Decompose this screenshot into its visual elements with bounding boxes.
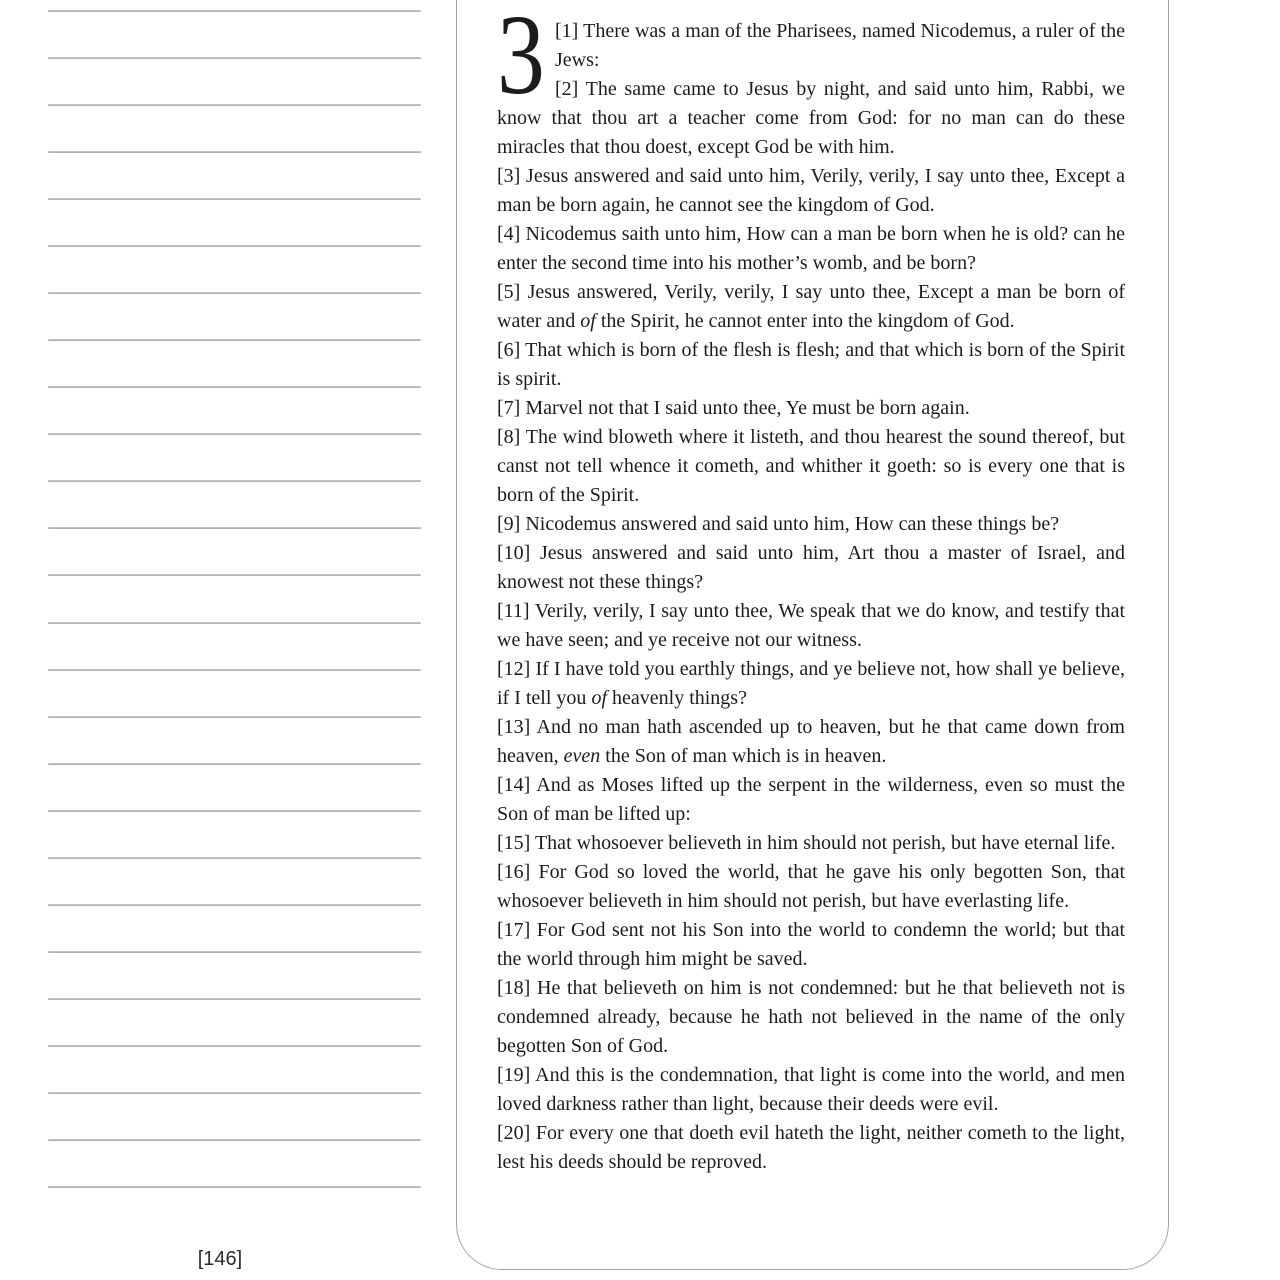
scripture-text xyxy=(497,0,1126,1177)
verse-paragraph: [5] Jesus answered, Verily, verily, I say unto thee, Except a man be born of water and of the Spirit, he cannot enter into the kingdom of God. xyxy=(497,281,1125,332)
verse-number: [12] xyxy=(497,658,531,680)
kjv-italic-word: even xyxy=(563,745,601,767)
verse-paragraph: [3] Jesus answered and said unto him, Verily, verily, I say unto thee, Except a man be born again, he cannot see the kingdom of God. xyxy=(497,165,1126,216)
verse-paragraph: [6] That which is born of the flesh is flesh; and that which is born of the Spirit is spirit. xyxy=(497,339,1125,390)
verse-paragraph: [17] For God sent not his Son into the world to condemn the world; but that the world through him might be saved. xyxy=(497,919,1126,970)
verse-paragraph: [15] That whosoever believeth in him should not perish, but have eternal life. xyxy=(497,832,1116,854)
verse-number: [11] xyxy=(497,600,530,622)
verse-paragraph: [20] For every one that doeth evil hateth the light, neither cometh to the light, lest his deeds should be reproved. xyxy=(497,1122,1126,1173)
verse-paragraph: [14] And as Moses lifted up the serpent in the wilderness, even so must the Son of man be lifted up: xyxy=(497,774,1125,825)
verse-number: [20] xyxy=(497,1122,531,1144)
verse-number: [4] xyxy=(497,223,521,245)
verse-paragraph: [16] For God so loved the world, that he gave his only begotten Son, that whosoever believeth in him should not perish, but have everlasting life. xyxy=(497,861,1125,912)
verse-number: [10] xyxy=(497,542,531,564)
verse-number: [5] xyxy=(497,281,521,303)
note-rule-line xyxy=(48,433,421,435)
verse-number: [3] xyxy=(497,165,521,187)
verse-number: [15] xyxy=(497,832,531,854)
verse-number: [8] xyxy=(497,426,521,448)
note-rule-line xyxy=(48,951,421,953)
note-rule-line xyxy=(48,198,421,200)
verse-number: [2] xyxy=(555,78,579,100)
verse-number: [18] xyxy=(497,977,531,999)
note-rule-line xyxy=(48,716,421,718)
note-rule-line xyxy=(48,998,421,1000)
note-rule-line xyxy=(48,763,421,765)
note-rule-line xyxy=(48,527,421,529)
verse-number: [1] xyxy=(555,20,579,42)
verse-number: [6] xyxy=(497,339,521,361)
note-rule-line xyxy=(48,1139,421,1141)
kjv-italic-word: of xyxy=(591,687,607,709)
chapter-dropcap: 3 xyxy=(497,0,545,118)
note-rule-line xyxy=(48,480,421,482)
note-rule-line xyxy=(48,1186,421,1188)
note-rule-line xyxy=(48,574,421,576)
verse-paragraph: [11] Verily, verily, I say unto thee, We speak that we do know, and testify that we have seen; and ye receive not our witness. xyxy=(497,600,1126,651)
verse-number: [17] xyxy=(497,919,531,941)
note-rule-line xyxy=(48,1092,421,1094)
note-rule-line xyxy=(48,386,421,388)
note-rule-line xyxy=(48,810,421,812)
verse-number: [13] xyxy=(497,716,531,738)
kjv-italic-word: of xyxy=(580,310,596,332)
verse-number: [7] xyxy=(497,397,521,419)
verse-paragraph: [19] And this is the condemnation, that light is come into the world, and men loved darkness rather than light, because their deeds were evil. xyxy=(497,1064,1125,1115)
verse-paragraph: [2] The same came to Jesus by night, and said unto him, Rabbi, we know that thou art a teacher come from God: for no man can do these miracles that thou doest, except God be with him. xyxy=(497,78,1125,158)
note-rule-line xyxy=(48,245,421,247)
scripture-panel xyxy=(456,0,1169,1270)
note-rule-line xyxy=(48,104,421,106)
verse-paragraph: [12] If I have told you earthly things, and ye believe not, how shall ye believe, if I tell you of heavenly things? xyxy=(497,658,1126,709)
page-number: [146] xyxy=(197,1248,243,1270)
verse-paragraph: [7] Marvel not that I said unto thee, Ye must be born again. xyxy=(497,397,970,419)
verse-paragraph: [9] Nicodemus answered and said unto him, How can these things be? xyxy=(497,513,1060,535)
note-rule-line xyxy=(48,10,421,12)
verse-paragraph: [10] Jesus answered and said unto him, Art thou a master of Israel, and knowest not these things? xyxy=(497,542,1125,593)
verse-paragraph: [18] He that believeth on him is not condemned: but he that believeth not is condemned already, because he hath not believed in the name of the only begotten Son of God. xyxy=(497,977,1125,1057)
note-rule-line xyxy=(48,339,421,341)
note-rule-line xyxy=(48,57,421,59)
verse-number: [16] xyxy=(497,861,531,883)
note-rule-line xyxy=(48,1045,421,1047)
note-rule-line xyxy=(48,669,421,671)
verse-number: [19] xyxy=(497,1064,531,1086)
verse-paragraph: [4] Nicodemus saith unto him, How can a man be born when he is old? can he enter the second time into his mother’s womb, and be born? xyxy=(497,223,1125,274)
verse-paragraph: [8] The wind bloweth where it listeth, and thou hearest the sound thereof, but canst not tell whence it cometh, and whither it goeth: so is every one that is born of the Spirit. xyxy=(497,426,1125,506)
note-rule-line xyxy=(48,857,421,859)
verse-number: [9] xyxy=(497,513,521,535)
note-rule-line xyxy=(48,292,421,294)
note-rule-line xyxy=(48,622,421,624)
verse-paragraph: [13] And no man hath ascended up to heaven, but he that came down from heaven, even the Son of man which is in heaven. xyxy=(497,716,1125,767)
note-rule-line xyxy=(48,151,421,153)
verse-paragraph: [1] There was a man of the Pharisees, named Nicodemus, a ruler of the Jews: xyxy=(555,20,1125,71)
verse-number: [14] xyxy=(497,774,531,796)
note-rule-line xyxy=(48,904,421,906)
